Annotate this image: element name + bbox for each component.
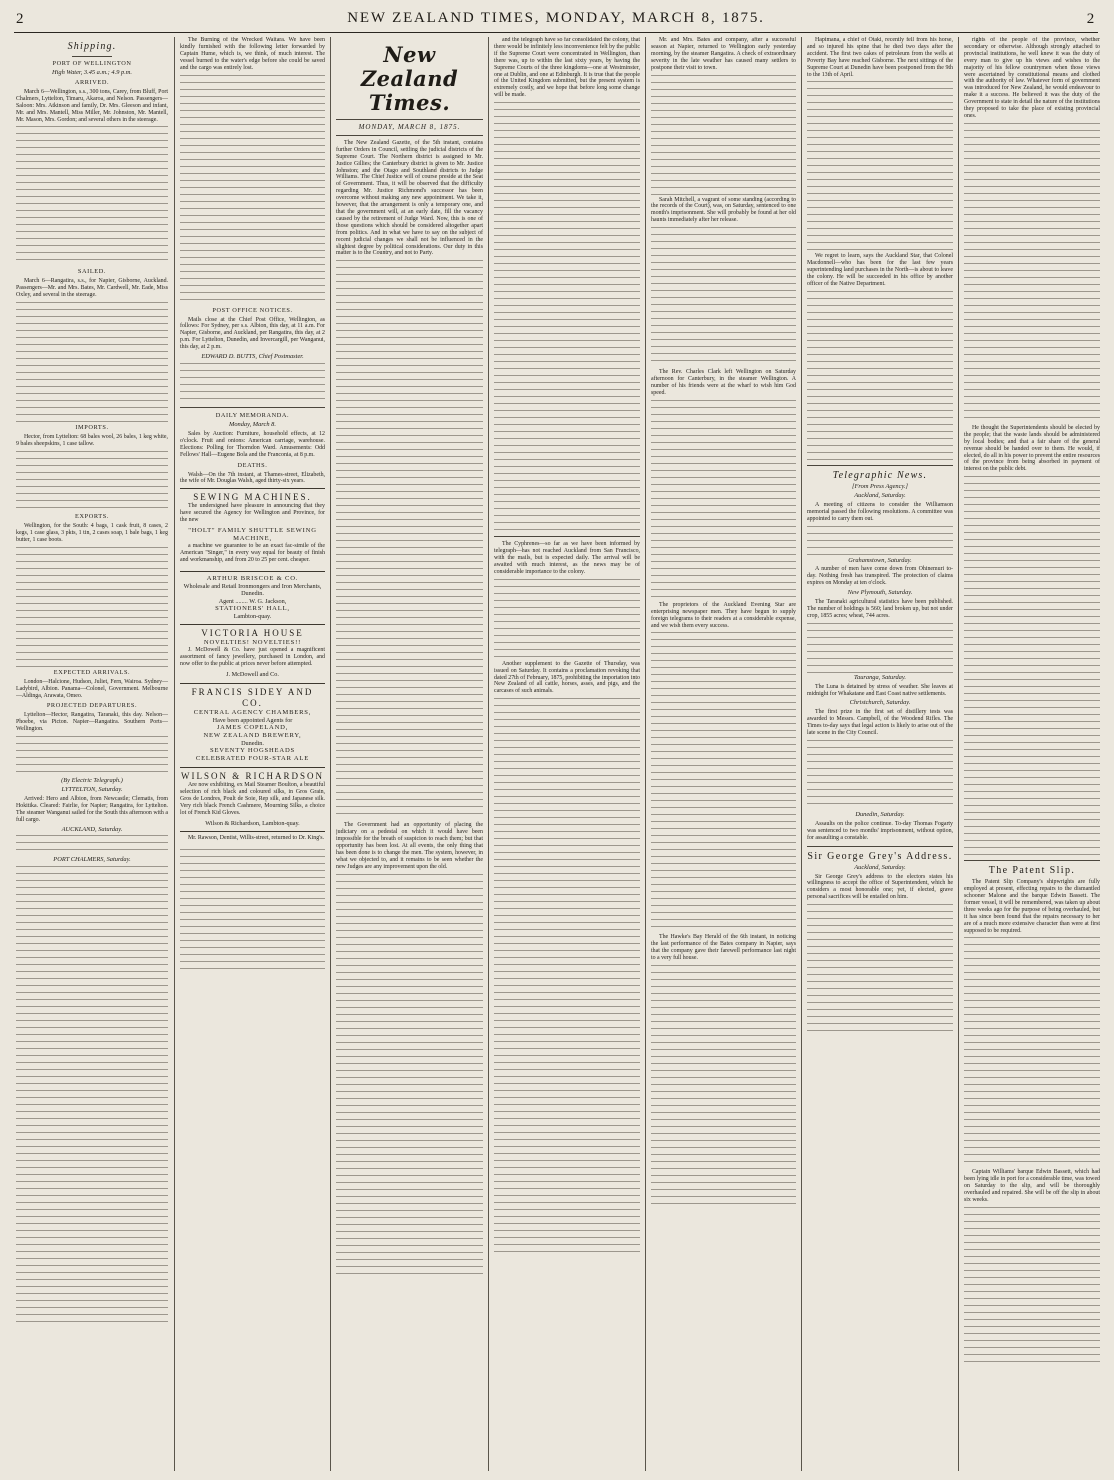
text-block [494, 698, 640, 1258]
ad-francis-text: Have been appointed Agents for [212, 716, 293, 724]
dunedin-dateline: Dunedin, Saturday. [855, 811, 905, 818]
text-block [16, 835, 168, 855]
newplymouth-text: The Taranaki agricultural statistics have been published. The number of holdings is 560; land broken up, but not under crop, 1855 acres; wheat, 744 acres. [807, 599, 953, 619]
news-text: Mr. and Mrs. Bates and company, after a successful season at Napier, returned to Wellington early yesterday morning, by the steamer Rangatira. A check of extraordinary severity in the late weather has caused many settlers to postpone their visit to town. [651, 37, 796, 71]
folio-right: 2 [1086, 11, 1096, 27]
telegraphic-heading: Telegraphic News. [832, 469, 928, 481]
auckland-text: A meeting of citizens to consider the Williamson memorial passed the following resolutions. A committee was appointed to carry them out. [807, 501, 953, 522]
text-block [651, 75, 796, 195]
editorial-text-2: The Government had an opportunity of placing the judiciary on a pedestal on which it would have been impossible for the breath of suspicion to reach them; but that opportunity has been lost. At all events, the only thing that has been done is to change the men. The system, however, in what we objected to, and it remains to be seen whether the new Judges are any improvement upon the old. [336, 822, 483, 870]
ad-sewing-text2: a machine we guarantee to be an exact fac-simile of the American "Singer," in every way equal for beauty of finish and workmanship, and from 20 to 25 per cent. cheaper. [180, 543, 325, 563]
news-text-3: The Rev. Charles Clark left Wellington on Saturday afternoon for Canterbury, in the steamer Wellington. A number of his friends were at the wharf to wish him God speed. [651, 369, 796, 396]
column-notices [180, 37, 325, 1471]
ad-wilson-richardson [180, 767, 325, 829]
column-news-1 [494, 37, 640, 1471]
address-text: rights of the people of the province, whether secondary or otherwise. Although strongly attached to provincial institutions, he well knew it was the duty of every man to give up his views and wishes to the majority of his fellow countrymen when those views were ascertained by constitutional means and clothed with the authority of law. Whatever form of government was introduced for New Zealand, he would endeavour to make it a success. He believed it was the duty of the Government to state in detail the nature of the institutions they proposed to take the place of existing provincial ones. [964, 37, 1100, 119]
postoffice-text: Mails close at the Chief Post Office, Wellington, as follows: For Sydney, per s.s. Albion, this day, at 11 a.m. For Napier, Gisborne, and Auckland, per Rangatira, this day, at 2 p.m. For Lyttelton, Dunedin, and Invercargill, per Wanganui, this day, at 2 p.m. [180, 316, 325, 351]
text-block [964, 1207, 1100, 1367]
text-block [494, 102, 640, 532]
text-block [494, 579, 640, 659]
column-address [964, 37, 1100, 1471]
projected-label: PROJECTED DEPARTURES. [46, 702, 138, 710]
ad-victoria-title: VICTORIA HOUSE [201, 628, 304, 639]
ad-stationers: STATIONERS' HALL, [215, 604, 290, 612]
text-block [807, 740, 953, 810]
text-block [16, 736, 168, 776]
deaths-text: Walsh—On the 7th instant, at Thames-street, Elizabeth, the wife of Mr. Douglas Walsh, aged thirty-six years. [180, 471, 325, 485]
chalmers-dateline: PORT CHALMERS, Saturday. [53, 856, 131, 864]
ad-arthur-briscoe [180, 571, 325, 623]
column-rule [488, 37, 489, 1471]
imports-label: IMPORTS. [75, 424, 109, 432]
ad-arthur-text: Wholesale and Retail Ironmongers and Iron Merchants, Dunedin. [183, 582, 322, 598]
column-rule [958, 37, 959, 1471]
ad-francis-sidey [180, 683, 325, 766]
auckland-dateline: Auckland, Saturday. [854, 491, 906, 499]
arrived-text: March 6—Wellington, s.s., 300 tons, Carey, from Bluff, Port Chalmers, Lyttelton, Timaru, Akaroa, and Nelson. Passengers—Saloon: Mrs. Atkinson and family, Dr. Mrs. Gleeson and infant, Mr. and Mrs. Mantell, Miss Miller, Mr. Johnston, Mr. Mantell, Mr. Mason, Mrs. Gordon; and several others in the steerage. [16, 88, 168, 123]
projected-text: Lyttelton—Hector, Rangatira, Taranaki, this day. Nelson—Phoebe, via Picton. Napier—Rangatira. Southern Ports—Wellington. [16, 712, 168, 733]
news-text-2: Sarah Mitchell, a vagrant of some standing (according to the records of the Court), was, on Saturday, sentenced to one month's imprisonment. She will probably be found at her old haunts immediately after her release. [651, 196, 796, 224]
text-block [651, 632, 796, 932]
divider [494, 536, 640, 537]
address-text-2: He thought the Superintendents should be elected by the people; that the waste lands should be administered by local bodies; and that a fair share of the general revenue should be handed over to them. He would, if elected, do all in his power to prevent the entire resources of the province from being absorbed in payment of interest on the public debt. [964, 424, 1100, 473]
deaths-heading: DEATHS. [237, 461, 268, 469]
news-text-2: The Cyphrenes—so far as we have been informed by telegraph—has not reached Auckland from San Francisco, with the mails, but is expected daily. The arrival will be awaited with much interest, as the news may be of considerable importance to the colony. [494, 541, 640, 575]
telegraph-label: (By Electric Telegraph.) [61, 777, 123, 785]
text-block [807, 291, 953, 461]
ad-wilson-title: WILSON & RICHARDSON [180, 771, 324, 782]
imports-text: Hector, from Lyttelton: 68 bales wool, 26 bales, 1 keg white, 9 bales sheepskins, 1 case tallow. [16, 434, 168, 448]
text-block [964, 476, 1100, 856]
column-news-2 [651, 37, 796, 1471]
ad-agent-line: Agent ........ W. G. Jackson, [218, 597, 287, 605]
column-rule [645, 37, 646, 1471]
divider [807, 465, 953, 466]
daily-text: Sales by Auction: Furniture, household effects, at 12 o'clock. Fruit and onions: American carriage, warehouse. Elections: Polling for Thorndon Ward. Amusements: Odd Fellows' Hall—Eugene Bola and the Franconia, at 8 p.m. [180, 430, 325, 458]
lyttelton-dateline: LYTTELTON, Saturday. [61, 786, 123, 794]
news-text: and the telegraph have so far consolidated the colony, that there would be infinitely less inconvenience felt by the public if the Supreme Court were concentrated in Wellington, than there was, up to within the last sixty years, by having the Supreme Courts of the three kingdoms—one at Westminster, one at Dublin, and one at Edinburgh. It is true that the people of the United Kingdom submitted, but the present system is extremely costly, and we hope that before long some change will be made. [494, 37, 640, 99]
daily-heading: DAILY MEMORANDA. [215, 411, 290, 419]
text-block [807, 81, 953, 251]
divider [807, 846, 953, 847]
ad-celebrated-ale: CELEBRATED FOUR-STAR ALE [195, 755, 310, 763]
ad-nz-brewery: NEW ZEALAND BREWERY, [203, 731, 302, 739]
port-heading: PORT OF WELLINGTON [52, 60, 132, 67]
christchurch-text: The first prize in the first set of distillery tests was awarded to Messrs. Campbell, of the Woodend Rifles. The Times to-day says that legal action is likely to arise out of the late scene in the City Council. [807, 709, 953, 737]
expected-label: EXPECTED ARRIVALS. [53, 668, 131, 676]
auckland-dateline: AUCKLAND, Saturday. [61, 825, 123, 833]
wreck-notice: The Burning of the Wrecked Waitara. We have been kindly furnished with the following letter forwarded by Captain Hume, which is, we think, of much interest. The vessel burned to the water's edge before she could be saved and the cargo was entirely lost. [180, 37, 325, 71]
text-block [16, 866, 168, 1326]
editorial-text: The New Zealand Gazette, of the 5th instant, contains further Orders in Council, settling the judicial districts of the Supreme Court. The Northern district is assigned to Mr. Justice Gillies; the Canterbury district is given to Mr. Justice Johnston; and the Otago and Southland districts to Judge Williams. The Chief Justice will of course preside at the Seat of Government. Thus, it will be observed that the difficulty regarding Mr. Justice Richmond's successor has been overcome without making any new appointment. We take it, however, that the arrangement is only a temporary one, and that the government will, at an early date, fill the vacancy caused by the retirement of Judge Ward. Now, this is one of those questions which should be considered altogether apart from politics. And in what we have to say on the subject of recent judicial changes we shall not be influenced in the slightest degree by political considerations. Our duty in this matter is to the Country, and not to Party. [336, 139, 483, 257]
text-block [180, 363, 325, 403]
ad-novelties: NOVELTIES! NOVELTIES!! [203, 639, 302, 647]
text-block [651, 227, 796, 367]
text-block [964, 937, 1100, 1167]
column-telegraphic [807, 37, 953, 1471]
arrived-label: ARRIVED. [74, 78, 110, 86]
press-agency: [From Press Agency.] [851, 482, 909, 490]
ad-hogsheads: SEVENTY HOGSHEADS [210, 747, 295, 755]
postoffice-signed: EDWARD D. BUTTS, Chief Postmaster. [201, 353, 304, 361]
expected-text: London—Halcione, Hudson, Juliet, Fern, Wairoa. Sydney—Ladybird, Albion. Panama—Colonel, Government. Melbourne—Aldinga, Arawata, Omeo. [16, 678, 168, 699]
patent-slip-text: The Patent Slip Company's shipwrights are fully employed at present, effecting repairs to the dismantled schooner Malone and the barque Edwin Bassett. The former vessel, it will be remembered, was taken up about three weeks ago for the purpose of being overhauled, but it has since been found that the repairs necessary to her are of a much more extensive character than were at first supposed to be required. [964, 879, 1100, 934]
postoffice-heading: POST OFFICE NOTICES. [212, 306, 293, 314]
text-block [180, 75, 325, 305]
grahamstown-dateline: Grahamstown, Saturday. [848, 556, 912, 564]
grahamstown-text: A number of men have come down from Ohinemuri to-day. Nothing fresh has transpired. The protection of claims expires on Monday at ten o'clock. [807, 566, 953, 587]
christchurch-dateline: Christchurch, Saturday. [849, 699, 911, 707]
folio-left: 2 [16, 11, 26, 27]
high-water: High Water, 3.45 a.m.; 4.9 p.m. [52, 69, 132, 76]
divider [336, 135, 483, 136]
text-block [336, 874, 483, 1274]
ad-francis-title: FRANCIS SIDEY AND CO. [191, 686, 314, 708]
text-block [807, 904, 953, 1034]
text-block [807, 526, 953, 556]
ad-sewing-model: "HOLT" FAMILY SHUTTLE SEWING MACHINE, [188, 527, 317, 543]
news-text-2: We regret to learn, says the Auckland Star, that Colonel Macdonnell—who has been for the last few years superintending land purchases in the North—is about to leave the colony. He will be succeeded in his office by another officer of the Native Department. [807, 253, 953, 288]
ad-lambton: Lambton-quay. [233, 612, 272, 620]
news-text-3: Another supplement to the Gazette of Thursday, was issued on Saturday. It contains a proclamation revoking that dated 27th of February, 1875, prohibiting the importation into New Zealand of all cattle, horses, asses, and pigs, and the carcases of such animals. [494, 660, 640, 695]
ad-dunedin: Dunedin. [241, 739, 264, 747]
ad-james-copeland: JAMES COPELAND, [216, 723, 289, 731]
greys-dateline: Auckland, Saturday. [854, 863, 906, 871]
ad-victoria-text: J. McDowell & Co. have just opened a magnificent assortment of fancy jewellery, purchased in London, and now offer to the public at prices never before attempted. [180, 647, 325, 668]
text-block [336, 260, 483, 820]
text-block [180, 849, 325, 969]
masthead-title: NEW ZEALAND TIMES, MONDAY, MARCH 8, 1875. [347, 10, 765, 26]
sailed-text: March 6—Rangatira, s.s., for Napier, Gisborne, Auckland. Passengers—Mr. and Mrs. Bates, Mr. Cardwell, Mr. Eade, Miss Oxley, and several in the steerage. [16, 278, 168, 299]
news-text-4: The proprietors of the Auckland Evening Star are enterprising newspaper men. They have begun to supply foreign telegrams to their readers at a considerable expense, and we wish them every success. [651, 601, 796, 629]
greys-text: Sir George Grey's address to the electors states his willingness to accept the office of Superintendent, which he considers a most honorable one; yet, if elected, grave personal sacrifices will be entailed on him. [807, 873, 953, 901]
ad-rawson-text: Mr. Rawson, Dentist, Willis-street, returned to Dr. King's. [188, 835, 325, 842]
divider [180, 407, 325, 408]
editorial-dateline: MONDAY, MARCH 8, 1875. [358, 123, 461, 131]
divider [964, 860, 1100, 861]
ad-wilson-text: Are now exhibiting, ex Mail Steamer Boulton, a beautiful selection of rich black and coloured silks, in Gros Grain, Gros de Londres, Poult de Soie, Rep silk, and Japanese silk. Very rich black French Cashmere, Mourning Silks, a choice lot of French Kid Gloves. [180, 782, 325, 816]
news-text: Hapimana, a chief of Otaki, recently fell from his horse, and so injured his spine that he died two days after the accident. The first two cakes of petroleum from the wells at Poverty Bay have reached Gisborne. The next sittings of the Supreme Court at Dunedin have been postponed from the 9th to the 13th of April. [807, 37, 953, 78]
ad-arthur-title: ARTHUR BRISCOE & CO. [206, 574, 299, 582]
tauranga-text: The Luna is detained by stress of weather. She leaves at midnight for Whakatane and East Coast native settlements. [807, 683, 953, 697]
ad-victoria-house [180, 624, 325, 680]
telegraph-text: Arrived: Hero and Albion, from Newcastle; Clematis, from Hokitika. Cleared: Fairlie, for Napier; Rangatira, for Lyttelton. The steamer Wanganui sailed for the South this afternoon with a full cargo. [16, 795, 168, 823]
ad-victoria-sign: J. McDowell and Co. [226, 671, 279, 679]
newplymouth-dateline: New Plymouth, Saturday. [847, 589, 913, 597]
text-block [807, 623, 953, 673]
column-shipping [16, 37, 168, 1471]
column-rule [330, 37, 331, 1471]
tauranga-dateline: Tauranga, Saturday. [854, 673, 906, 681]
text-block [651, 965, 796, 1205]
patent-slip-heading: The Patent Slip. [988, 865, 1076, 877]
text-block [16, 451, 168, 511]
shipping-heading: Shipping. [67, 41, 117, 52]
divider [72, 56, 112, 57]
ad-sewing-title: SEWING MACHINES. [193, 492, 312, 503]
masthead [14, 8, 1098, 33]
patent-slip-text-2: Captain Williams' barque Edwin Bassett, which had been lying idle in port for a considerable time, was towed on Saturday to the slip, and will be thoroughly overhauled and repaired. She will be off the slip in about six weeks. [964, 1169, 1100, 1204]
exports-text: Wellington, for the South: 4 bags, 1 cask fruit, 8 cases, 2 kegs, 1 case glass, 3 pkts, 1 tin, 2 cases soap, 1 bale bags, 1 keg butter, 1 case boots. [16, 522, 168, 543]
text-block [16, 302, 168, 422]
news-text-5: The Hawke's Bay Herald of the 6th instant, in noticing the last performance of the Bates company in Napier, says that the company gave their farewell performance last night to a very full house. [651, 934, 796, 962]
text-block [16, 547, 168, 667]
daily-date: Monday, March 8. [229, 420, 276, 428]
text-block [964, 123, 1100, 423]
column-rule [174, 37, 175, 1471]
exports-label: EXPORTS. [75, 512, 109, 520]
divider [336, 119, 483, 120]
ad-sewing-text: The undersigned have pleasure in announcing that they have secured the Agency for Wellington and Province, for the new [180, 503, 325, 524]
dunedin-text: Assaults on the police continue. To-day Thomas Fogarty was sentenced to two months' imprisonment, without option, for assaulting a constable. [807, 820, 953, 841]
sailed-label: SAILED. [77, 268, 107, 276]
ad-wilson-sign: Wilson & Richardson, Lambton-quay. [205, 819, 300, 827]
column-editorial [336, 37, 483, 1471]
greys-address-heading: Sir George Grey's Address. [807, 850, 953, 862]
ad-sewing-machines [180, 488, 325, 568]
text-block [16, 126, 168, 266]
ad-francis-sub: CENTRAL AGENCY CHAMBERS, [193, 708, 312, 716]
paper-nameplate: New Zealand Times. [360, 42, 459, 115]
ad-rawson [180, 831, 325, 847]
column-rule [801, 37, 802, 1471]
text-block [651, 400, 796, 600]
